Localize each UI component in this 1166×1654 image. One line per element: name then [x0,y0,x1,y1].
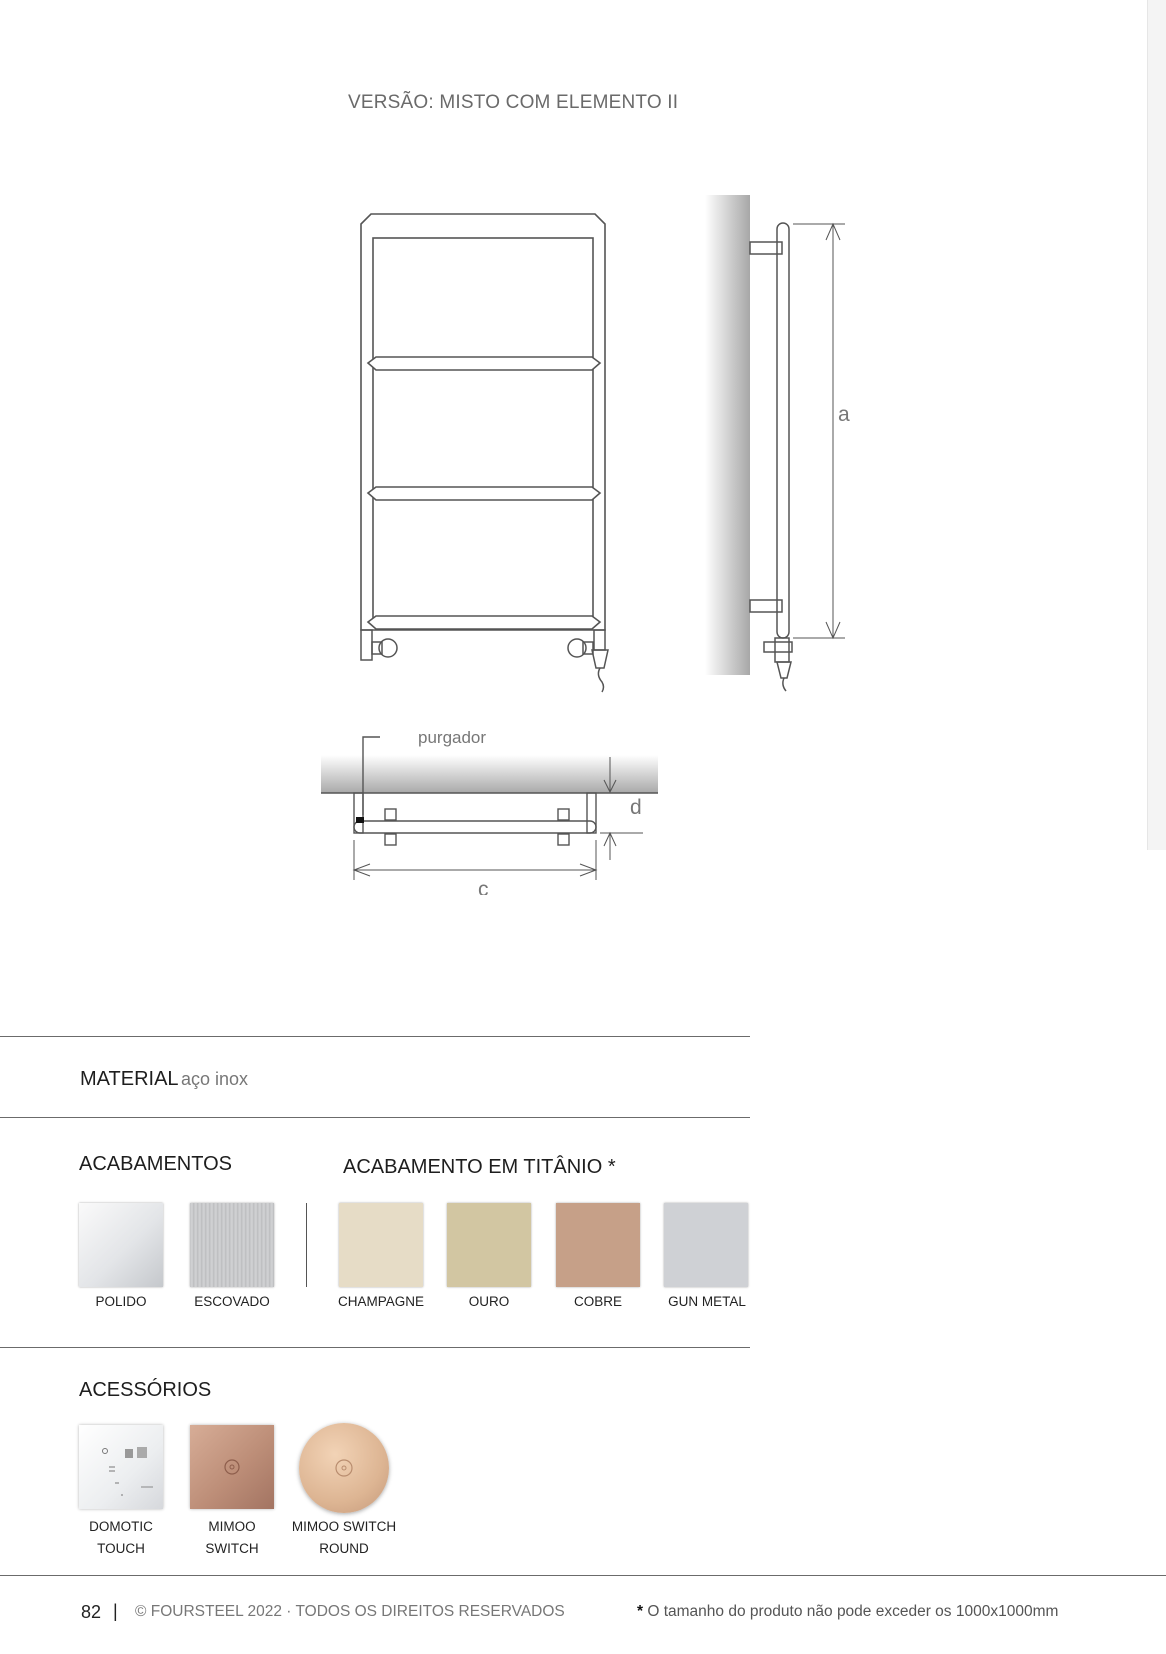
copyright-text: © FOURSTEEL 2022 · TODOS OS DIREITOS RESERVADOS [135,1603,565,1620]
divider-1 [0,1036,750,1037]
front-outer-frame [361,214,605,630]
swatch-champagne [339,1203,423,1287]
top-view-drawing [318,720,663,895]
front-crossbar-3 [368,616,600,629]
swatch-label-escovado: ESCOVADO [194,1294,270,1309]
material-value: aço inox [181,1069,249,1089]
purgador-marker [356,817,364,823]
finishes-title: ACABAMENTOS [79,1153,232,1175]
dimension-d-label: d [630,796,642,819]
domotic-touch-image [79,1425,163,1509]
swatch-cobre [556,1203,640,1287]
divider-3 [0,1347,750,1348]
footer-divider [0,1575,1166,1576]
page-edge-strip [1147,0,1166,850]
accessories-title: ACESSÓRIOS [79,1379,212,1401]
accessory-label-line: TOUCH [97,1541,145,1556]
swatch-label-ouro: OURO [468,1294,510,1309]
front-view-drawing [340,210,620,700]
accessory-label-line: ROUND [319,1541,369,1556]
front-inner-frame [373,238,593,624]
swatch-gun-metal [664,1203,748,1287]
page-number-separator: | [113,1601,118,1621]
front-crossbar-1 [368,357,600,370]
accessory-label-line: DOMOTIC [89,1519,153,1534]
size-note-text: O tamanho do produto não pode exceder os 1000x1000mm [647,1603,1059,1620]
side-heating-element [777,662,791,678]
dimension-a-label: a [838,403,850,426]
side-view-drawing [705,190,875,700]
version-title: VERSÃO: MISTO COM ELEMENTO II [348,92,679,113]
titanium-title: ACABAMENTO EM TITÂNIO * [343,1156,616,1178]
front-left-leg [361,630,372,660]
size-note [637,1603,1058,1621]
front-crossbar-2 [368,487,600,500]
swatch-ouro [447,1203,531,1287]
top-rail [354,821,596,833]
purgador-label: purgador [418,728,487,747]
swatch-label-cobre: COBRE [573,1294,622,1309]
swatch-label-gun-metal: GUN METAL [668,1294,746,1309]
front-right-leg [594,630,605,650]
swatch-escovado [190,1203,274,1287]
accessory-label-line: MIMOO SWITCH [291,1519,397,1534]
swatch-polido [79,1203,163,1287]
finishes-separator [306,1203,307,1287]
swatch-label-polido: POLIDO [95,1294,147,1309]
size-note-star: * [637,1603,644,1620]
swatch-label-champagne: CHAMPAGNE [337,1294,424,1309]
accessory-label-mimoo-switch [167,1516,297,1560]
side-rail [777,223,789,638]
accessory-label-line: SWITCH [205,1541,259,1556]
dimension-c-label: c [478,878,489,895]
accessory-label-line: MIMOO [208,1519,256,1534]
mimoo-switch-round-image [299,1423,389,1513]
page-number: 82 [81,1602,102,1622]
front-heating-element [592,650,608,668]
accessory-label-mimoo-switch-round [279,1516,409,1560]
divider-2 [0,1117,750,1118]
mimoo-switch-image [190,1425,274,1509]
material-label: MATERIAL [80,1068,179,1090]
side-wall [705,195,750,675]
